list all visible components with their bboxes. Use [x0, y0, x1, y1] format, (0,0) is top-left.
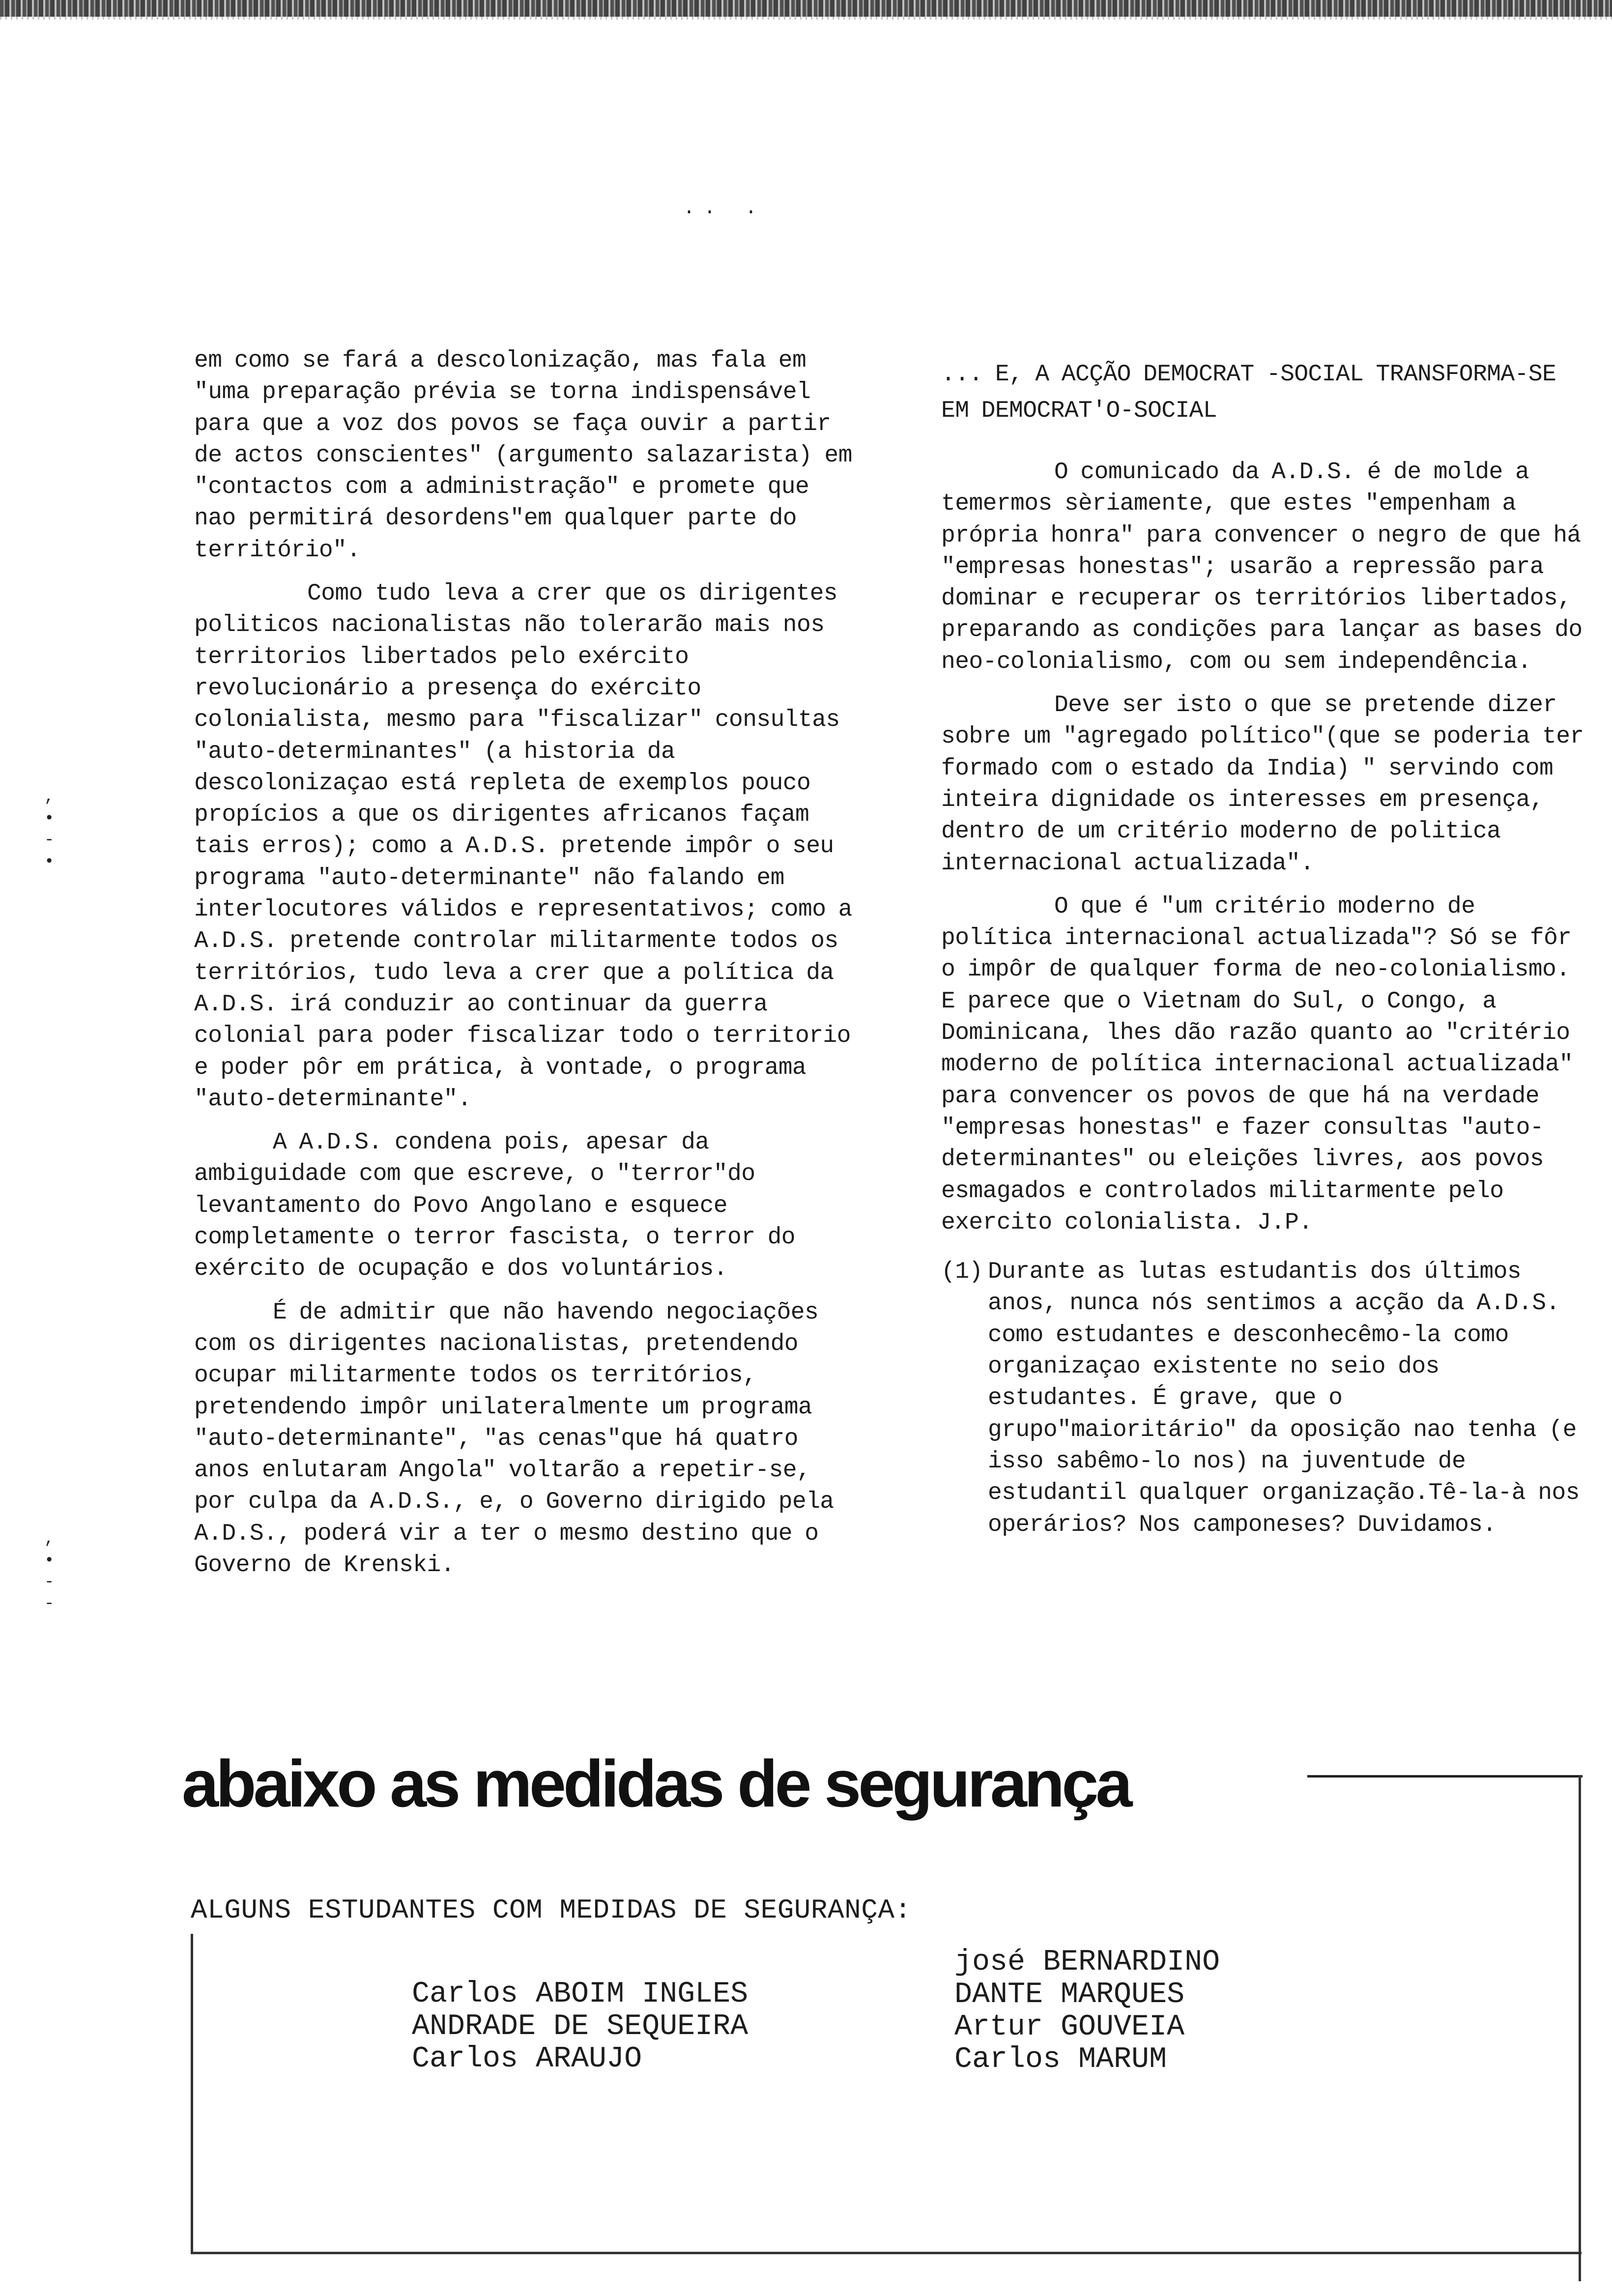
student-name: Carlos ABOIM INGLES	[412, 1978, 748, 2011]
box-right-rule	[1579, 1775, 1581, 2281]
paragraph: O comunicado da A.D.S. é de molde a temermos sèriamente, que estes "empenham a própria honra" para convencer o negro de que há "empresas honestas"; usarão a repressão para dominar e recuperar os territórios libertados, preparando as condições para lançar as bases do neo-colonialismo, com ou sem independência.	[941, 459, 1583, 675]
student-name: Artur GOUVEIA	[954, 2010, 1185, 2044]
student-name: ANDRADE DE SEQUEIRA	[412, 2010, 748, 2043]
box-bottom-rule	[191, 2252, 1582, 2254]
student-name: josé BERNARDINO	[954, 1946, 1220, 1979]
paragraph: O que é "um critério moderno de política internacional actualizada"? Só se fôr o impôr de qualquer forma de neo-colonialismo. E parece que o Vietnam do Sul, o Congo, a Dominicana, lhes dão razão quanto ao "critério moderno de política internacional actualizada" para convencer os povos de que há na verdade "empresas honestas" e fazer consultas "auto-determinantes" ou eleições livres, aos povos esmagados e controlados militarmente pelo exercito colonialista. J.P.	[941, 893, 1573, 1236]
margin-marks: , • - -	[44, 1530, 55, 1613]
box-left-rule	[191, 1934, 193, 2253]
names-list-right	[954, 1946, 1220, 2076]
paragraph: em como se fará a descolonização, mas fala em "uma preparação prévia se torna indispensável para que a voz dos povos se faça ouvir a partir de actos conscientes" (argumento salazarista) em "contactos com a administração" e promete que nao permitirá desordens"em qualquer parte do território".	[194, 347, 852, 564]
scan-edge-noise	[0, 0, 1612, 17]
right-column	[941, 356, 1595, 1541]
page-marker: ·· ·	[683, 201, 766, 224]
student-name: DANTE MARQUES	[954, 1978, 1185, 2011]
student-name: Carlos ARAUJO	[412, 2042, 642, 2076]
paragraph: Como tudo leva a crer que os dirigentes politicos nacionalistas não tolerarão mais nos territorios libertados pelo exército revolucionário a presença do exército colonialista, mesmo para "fiscalizar" consultas "auto-determinantes" (a historia da descolonizaçao está repleta de exemplos pouco propícios a que os dirigentes africanos façam tais erros); como a A.D.S. pretende impôr o seu programa "auto-determinante" não falando em interlocutores válidos e representativos; como a A.D.S. pretende controlar militarmente todos os territórios, tudo leva a crer que a política da A.D.S. irá conduzir ao continuar da guerra colonial para poder fiscalizar todo o territorio e poder pôr em prática, à vontade, o programa "auto-determinante".	[194, 580, 852, 1113]
paragraph: A A.D.S. condena pois, apesar da ambiguidade com que escreve, o "terror"do levantamento do Povo Angolano e esquece completamente o terror fascista, o terror do exército de ocupação e dos voluntários.	[194, 1129, 796, 1283]
student-name: Carlos MARUM	[954, 2043, 1167, 2076]
box-top-rule	[1307, 1775, 1583, 1778]
list-title: ALGUNS ESTUDANTES COM MEDIDAS DE SEGURANÇA:	[191, 1894, 912, 1926]
names-list-left	[412, 1978, 748, 2075]
footnote	[941, 1256, 1595, 1541]
banner-headline: abaixo as medidas de segurança	[182, 1747, 1130, 1821]
margin-marks: , • - •	[44, 788, 55, 871]
article-heading: ... E, A ACÇÃO DEMOCRAT -SOCIAL TRANSFORMA-SE EM DEMOCRAT'O-SOCIAL	[941, 361, 1556, 424]
footnote-number: (1)	[941, 1259, 983, 1286]
left-column	[194, 345, 853, 1593]
footnote-text: Durante as lutas estudantis dos últimos anos, nunca nós sentimos a acção da A.D.S. como estudantes e desconhecêmo-la como organizaçao existente no seio dos estudantes. É grave, que o grupo"maioritário" da oposição nao tenha (e isso sabêmo-lo nos) na juventude de estudantil qualquer organização.Tê-la-à nos operários? Nos camponeses? Duvidamos.	[988, 1259, 1580, 1538]
paragraph: É de admitir que não havendo negociações com os dirigentes nacionalistas, pretendendo ocupar militarmente todos os territórios, pretendendo impôr unilateralmente um programa "auto-determinante", "as cenas"que há quatro anos enlutaram Angola" voltarão a repetir-se, por culpa da A.D.S., e, o Governo dirigido pela A.D.S., poderá vir a ter o mesmo destino que o Governo de Krenski.	[194, 1299, 834, 1578]
paragraph: Deve ser isto o que se pretende dizer sobre um "agregado político"(que se poderia ter formado com o estado da India) " servindo com inteira dignidade os interesses em presença, dentro de um critério moderno de politica internacional actualizada".	[941, 692, 1584, 877]
